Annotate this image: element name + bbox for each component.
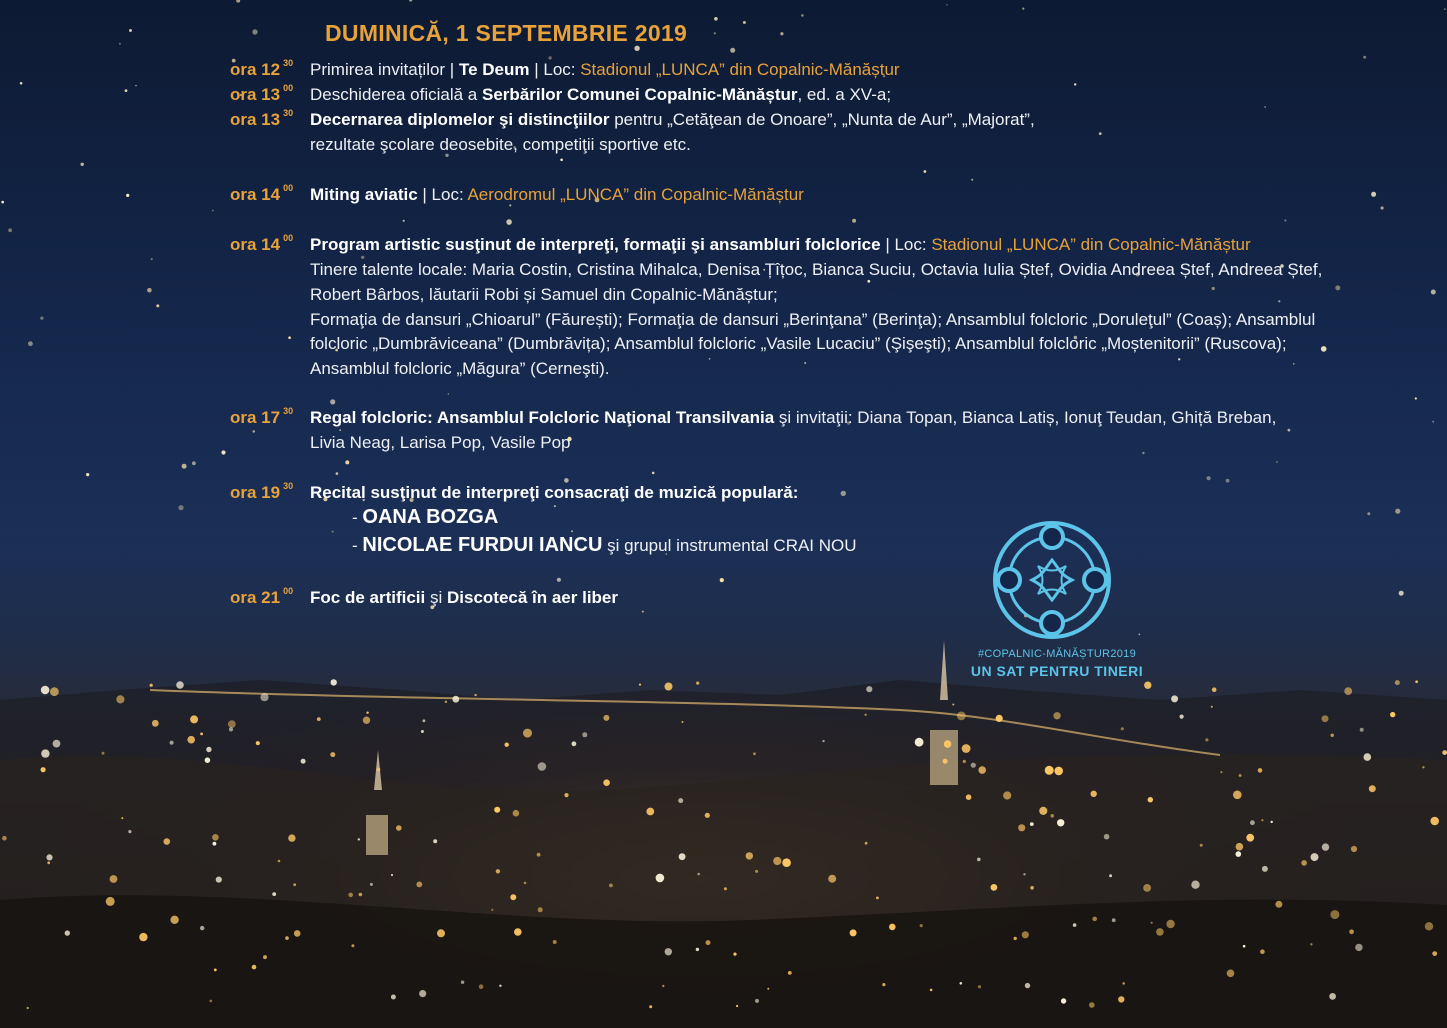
event-detail-line: Tinere talente locale: Maria Costin, Cristina Mihalca, Denisa Țîțoc, Bianca Suciu, Octavia Iulia Ștef, Ovidia Andreea Ștef, Andreea Ștef, bbox=[310, 260, 1323, 279]
event-description: Miting aviatic | Loc: Aerodromul „LUNCA” din Copalnic-Mănăștur bbox=[310, 185, 804, 204]
event-time: ora 12 $^{30}$ bbox=[230, 58, 294, 79]
event-location: Aerodromul „LUNCA” din Copalnic-Mănăștur bbox=[467, 185, 804, 204]
event-logo bbox=[962, 520, 1152, 690]
event-time: ora 19 $^{30}$ bbox=[230, 481, 294, 502]
event-time: ora 17 $^{30}$ bbox=[230, 406, 294, 427]
event-time: ora 14 $^{00}$ bbox=[230, 183, 294, 204]
event-description: Deschiderea oficială a Serbărilor Comunei Copalnic-Mănăștur, ed. a XV-a; bbox=[310, 85, 892, 104]
circle-flower-emblem-icon bbox=[962, 520, 1152, 645]
event-time: ora 13 $^{30}$ bbox=[230, 108, 294, 129]
event-description: Recital susţinut de interpreţi consacraţi de muzică populară: bbox=[310, 483, 799, 502]
event-location: Stadionul „LUNCA” din Copalnic-Mănăștur bbox=[580, 60, 900, 79]
event-time: ora 14 $^{00}$ bbox=[230, 233, 294, 254]
event-description: Foc de artificii şi Discotecă în aer liber bbox=[310, 588, 619, 607]
logo-slogan: UN SAT PENTRU TINERI bbox=[970, 663, 1144, 679]
page-title: DUMINICĂ, 1 SEPTEMBRIE 2019 bbox=[325, 20, 688, 46]
event-description-cont: rezultate şcolare deosebite, competiţii sportive etc. bbox=[310, 135, 691, 154]
event-description: Program artistic susţinut de interpreţi, formaţii şi ansambluri folclorice | Loc: Stadionul „LUNCA” din Copalnic-Mănăștur bbox=[310, 235, 1251, 254]
logo-hashtag: #COPALNIC-MĂNĂȘTUR2019 bbox=[978, 648, 1136, 660]
event-description-cont: Livia Neag, Larisa Pop, Vasile Pop bbox=[310, 433, 571, 452]
event-detail-line: Formaţia de dansuri „Chioarul” (Făurești); Formaţia de dansuri „Berinţana” (Berinţa); Ansamblul folcloric „Doruleţul” (Coaș); Ansamblul bbox=[310, 310, 1316, 329]
event-description: Regal folcloric: Ansamblul Folcloric Naţional Transilvania şi invitaţii: Diana Topan, Bianca Latiș, Ionuţ Teudan, Ghiță Breban, bbox=[310, 408, 1277, 427]
event-detail-line: folcloric „Dumbrăviceana” (Dumbrăvița); Ansamblul folcloric „Vasile Lucaciu” (Şişeşti); Ansamblul folcloric „Moștenitorii” (Ruscova); bbox=[310, 334, 1287, 353]
event-time: ora 21 $^{00}$ bbox=[230, 586, 294, 607]
event-description: Decernarea diplomelor şi distincţiilor pentru „Cetăţean de Onoare”, „Nunta de Aur”, „Majorat”, bbox=[310, 110, 1035, 129]
performer-item: - NICOLAE FURDUI IANCU şi grupul instrumental CRAI NOU bbox=[352, 534, 857, 556]
event-detail-line: Ansamblul folcloric „Măgura” (Cerneşti). bbox=[310, 359, 610, 378]
event-detail-line: Robert Bârbos, lăutarii Robi și Samuel din Copalnic-Mănăștur; bbox=[310, 285, 778, 304]
performer-item: - OANA BOZGA bbox=[352, 506, 499, 528]
event-location: Stadionul „LUNCA” din Copalnic-Mănăștur bbox=[931, 235, 1251, 254]
event-description: Primirea invitaților | Te Deum | Loc: Stadionul „LUNCA” din Copalnic-Mănăștur bbox=[310, 60, 900, 79]
event-time: ora 13 $^{00}$ bbox=[230, 83, 294, 104]
